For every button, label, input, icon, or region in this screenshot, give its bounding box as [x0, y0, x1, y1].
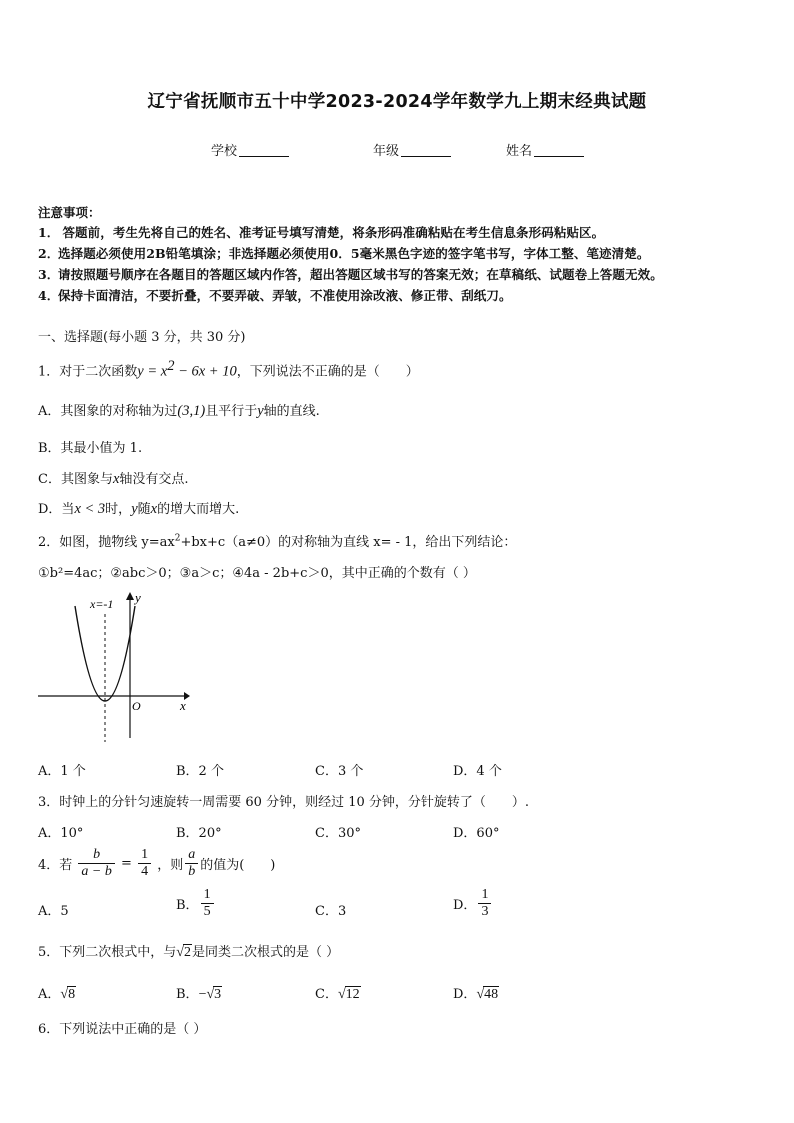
- question-1-option-a: A．其图象的对称轴为过(3,1)且平行于y轴的直线.: [38, 403, 320, 419]
- question-1-option-c: C．其图象与x轴没有交点.: [38, 471, 189, 487]
- question-1-option-b: B．其最小值为 1.: [38, 441, 143, 456]
- question-5-option-b: B．−√3: [176, 987, 222, 1002]
- note-item: 2．选择题必须使用2B铅笔填涂；非选择题必须使用0．5毫米黑色字迹的签字笔书写，字体工整、笔迹清楚。: [38, 246, 650, 261]
- page-title: 辽宁省抚顺市五十中学2023-2024学年数学九上期末经典试题: [147, 92, 647, 112]
- question-3-option-d: D．60°: [453, 826, 500, 841]
- question-3-option-a: A．10°: [38, 826, 84, 841]
- question-5-option-d: D．√48: [453, 987, 499, 1002]
- question-6-stem: 6．下列说法中正确的是（ ）: [38, 1022, 207, 1037]
- note-item: 4．保持卡面清洁，不要折叠，不要弄破、弄皱，不准使用涂改液、修正带、刮纸刀。: [38, 288, 512, 303]
- name-field: [506, 140, 584, 159]
- origin-label: O: [132, 699, 141, 713]
- question-2-option-a: A．1 个: [38, 764, 86, 779]
- question-1-stem: 1．对于二次函数$y = x^2 - 6x + 10$，下列说法不正确的是（ ）: [38, 358, 419, 380]
- x-axis-label: x: [180, 698, 186, 713]
- school-blank: [239, 143, 289, 157]
- name-label: 姓名: [506, 144, 533, 159]
- question-3-option-b: B．20°: [176, 826, 222, 841]
- question-4-option-a: A．5: [38, 904, 69, 919]
- grade-label: 年级: [373, 144, 400, 159]
- question-2-option-c: C．3 个: [315, 764, 364, 779]
- question-5-option-c: C．√12: [315, 987, 360, 1002]
- question-3-stem: 3．时钟上的分针匀速旋转一周需要 60 分钟，则经过 10 分钟，分针旋转了（ ）.: [38, 795, 530, 810]
- note-item: 3．请按照题号顺序在各题目的答题区域内作答，超出答题区域书写的答案无效；在草稿纸、试题卷上答题无效。: [38, 267, 663, 282]
- y-axis-label: y: [135, 590, 141, 605]
- question-4-option-c: C．3: [315, 904, 347, 919]
- question-1-option-d: D．当x < 3时，y随x的增大而增大.: [38, 501, 240, 517]
- school-field: [211, 140, 289, 159]
- question-2-stem: 2．如图，抛物线 $y=ax^2+bx+c(a\ne 0)$的对称轴为直线 x= - 1，给出下列结论：: [38, 533, 517, 550]
- question-4-option-d: D． $\frac{1}{3}$: [453, 887, 493, 920]
- y-axis-arrow: [126, 592, 134, 600]
- note-item: 1． 答题前，考生先将自己的姓名、准考证号填写清楚，将条形码准确粘贴在考生信息条形码粘贴区。: [38, 225, 605, 240]
- section-heading: 一、选择题(每小题 3 分，共 30 分): [38, 330, 246, 345]
- school-label: 学校: [211, 144, 238, 159]
- symmetry-axis-label: x=-1: [90, 597, 114, 611]
- question-2-option-b: B．2 个: [176, 764, 224, 779]
- question-2-option-d: D．4 个: [453, 764, 502, 779]
- parabola-graph: [34, 588, 194, 748]
- notes-heading: 注意事项：: [38, 205, 101, 220]
- question-4-stem: 4．若 $\frac{b}{a - b}$ = $\frac{1}{4}$ ，则 $\frac{a}{b}$ 的值为( ): [38, 847, 276, 879]
- question-2-conclusions: ①b²=4ac；②abc＞0；③a＞c；④4a - 2b+c＞0，其中正确的个数有（ ）: [38, 566, 476, 581]
- question-3-option-c: C．30°: [315, 826, 361, 841]
- name-blank: [534, 143, 584, 157]
- question-4-option-b: B． $\frac{1}{5}$: [176, 887, 216, 920]
- question-5-stem: 5．下列二次根式中，与√2是同类二次根式的是（ ）: [38, 945, 340, 960]
- question-5-option-a: A．√8: [38, 987, 76, 1002]
- grade-field: [373, 140, 451, 159]
- grade-blank: [401, 143, 451, 157]
